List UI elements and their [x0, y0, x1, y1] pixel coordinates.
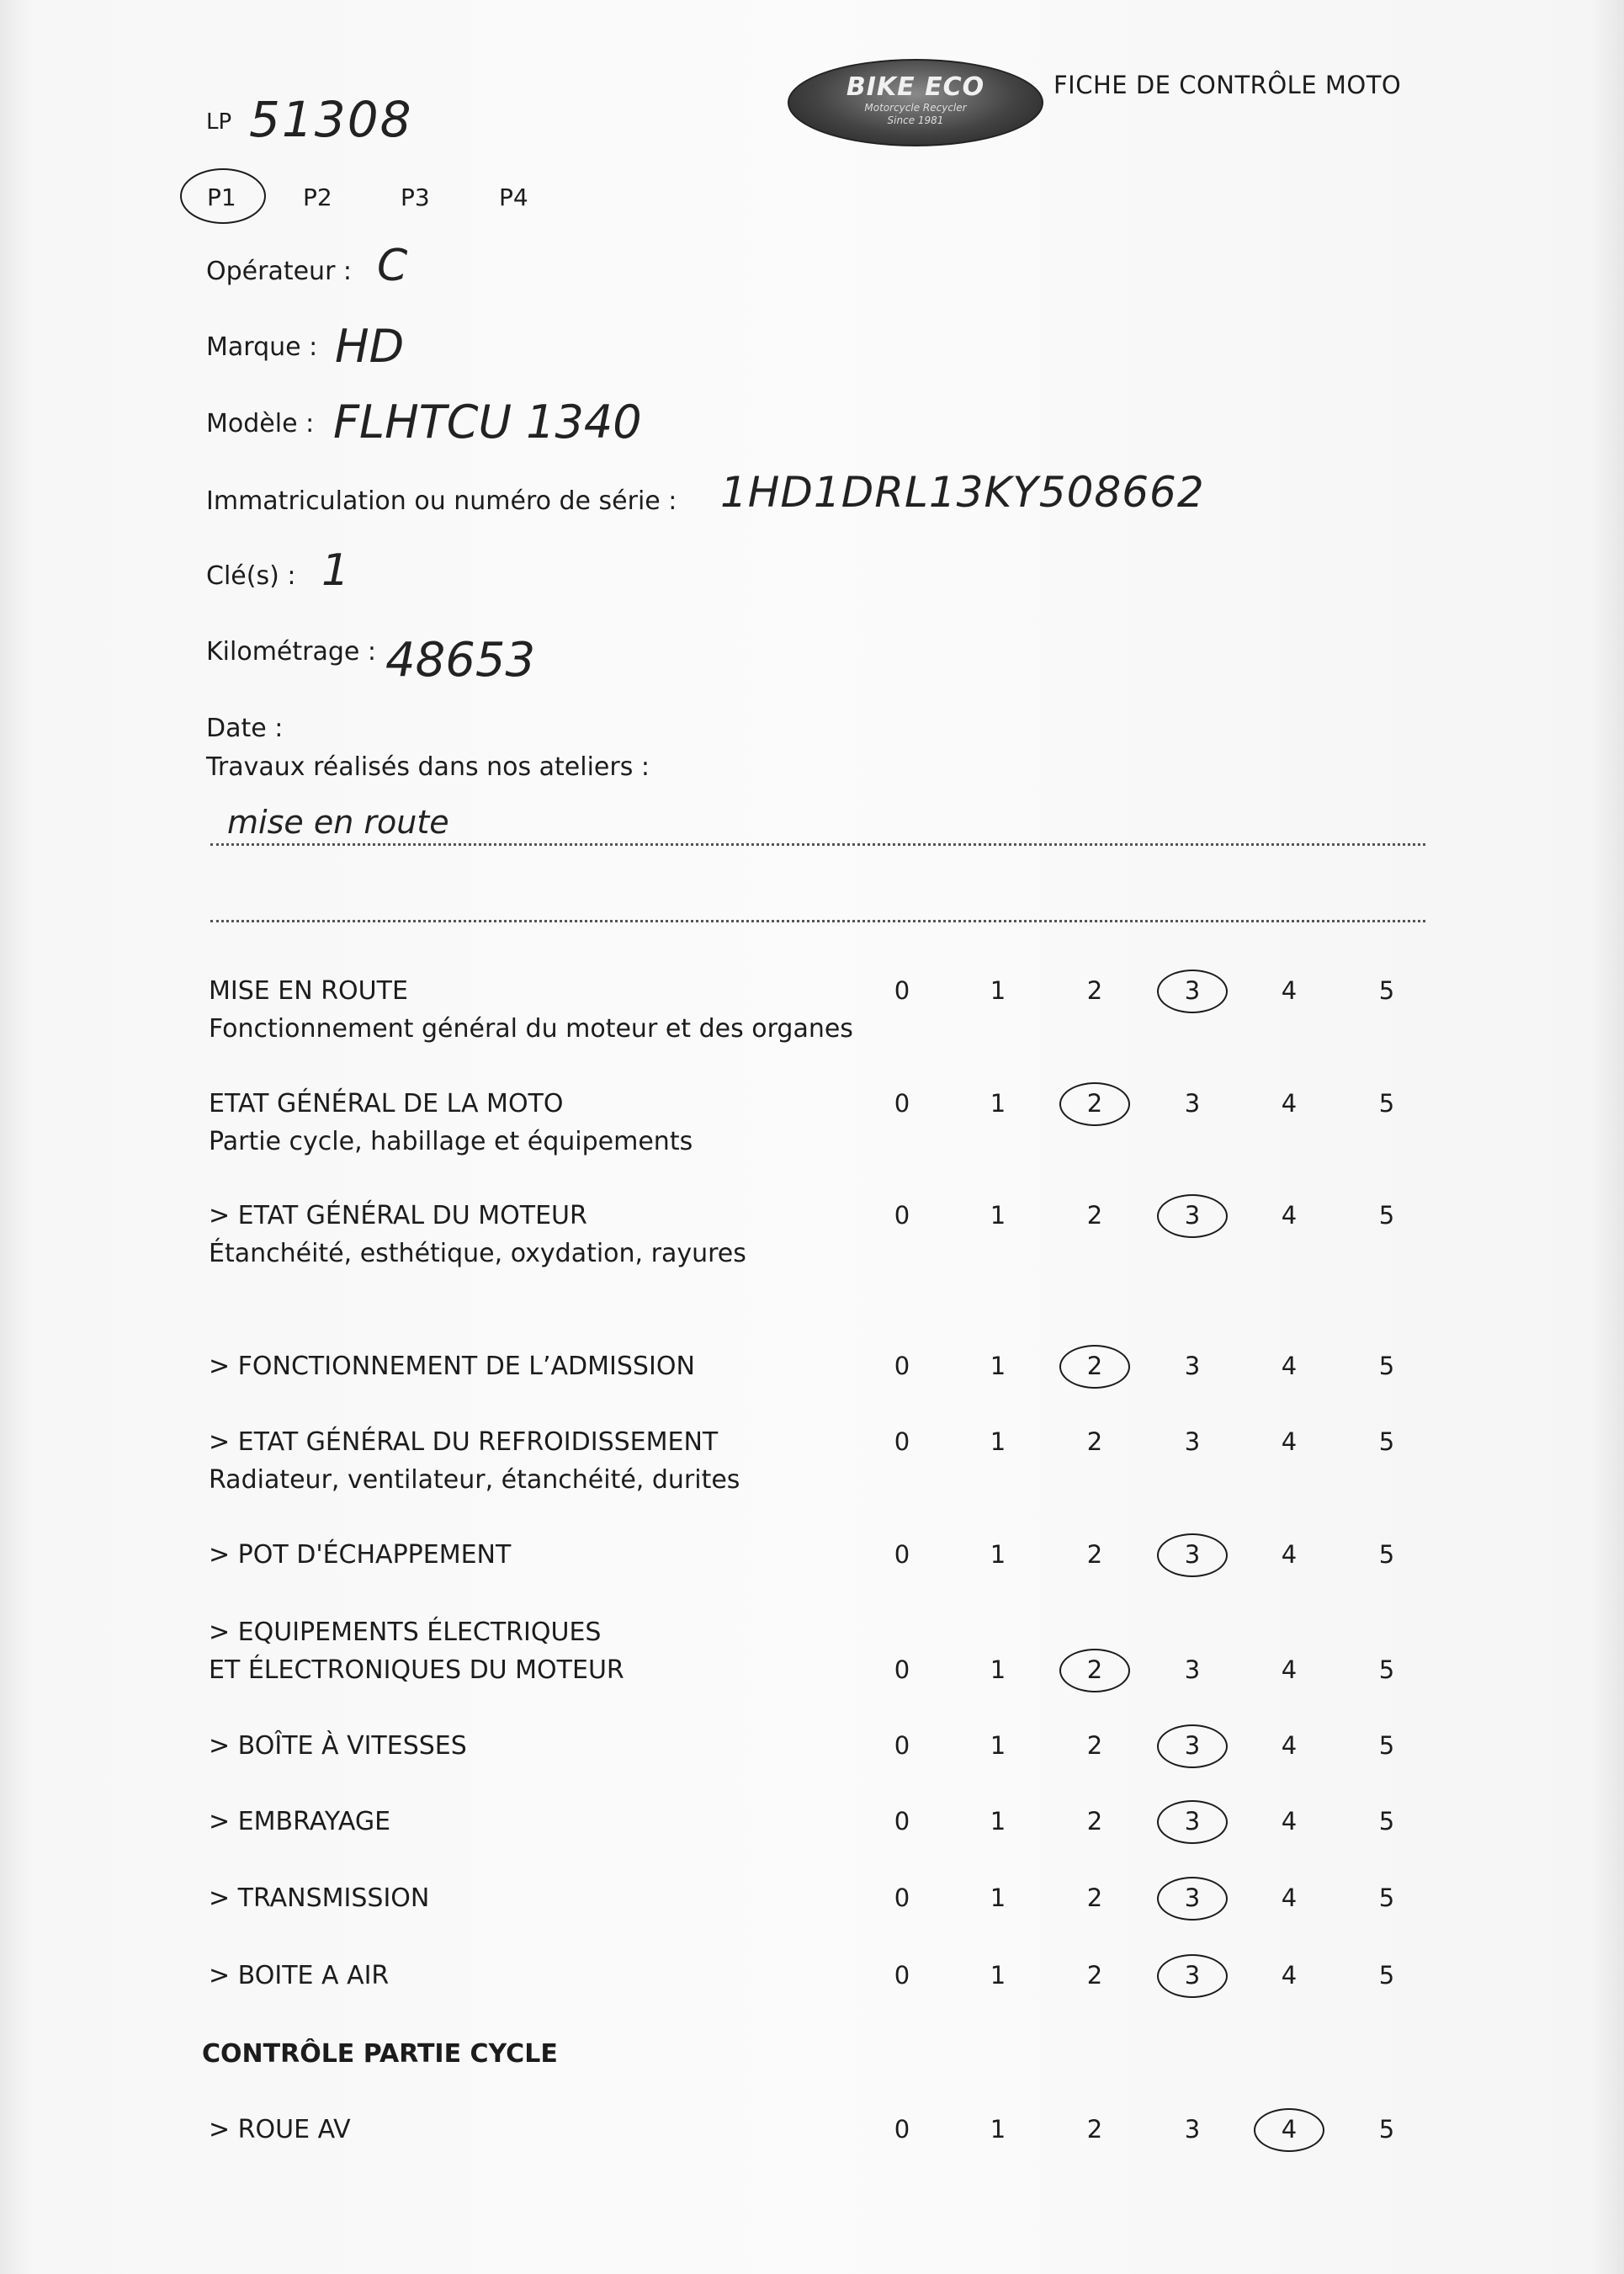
marque-label: Marque : [206, 332, 318, 362]
row-title: > EMBRAYAGE [209, 1807, 391, 1836]
score-option-3[interactable]: 3 [1176, 1807, 1209, 1836]
cles-value[interactable]: 1 [321, 545, 350, 596]
score-option-1[interactable]: 1 [990, 1883, 1006, 1912]
travaux-label: Travaux réalisés dans nos ateliers : [206, 752, 650, 782]
bike-eco-logo [788, 59, 1043, 146]
row-title: MISE EN ROUTE [209, 976, 408, 1006]
score-option-0[interactable]: 0 [894, 1427, 910, 1456]
score-option-3[interactable]: 3 [1176, 1540, 1209, 1569]
score-option-1[interactable]: 1 [990, 1540, 1006, 1569]
score-option-4[interactable]: 4 [1281, 1655, 1298, 1684]
row-title: > EQUIPEMENTS ÉLECTRIQUES [209, 1618, 602, 1647]
score-option-1[interactable]: 1 [990, 1352, 1006, 1380]
score-option-0[interactable]: 0 [894, 1961, 910, 1990]
score-option-2[interactable]: 2 [1086, 1731, 1103, 1760]
tab-p2[interactable]: P2 [303, 183, 332, 211]
score-option-4[interactable]: 4 [1281, 976, 1298, 1005]
score-option-0[interactable]: 0 [894, 1655, 910, 1684]
marque-value[interactable]: HD [335, 320, 405, 373]
lp-label: LP [206, 109, 232, 135]
modele-label: Modèle : [206, 409, 315, 438]
score-option-0[interactable]: 0 [894, 2115, 910, 2144]
row-title: > ETAT GÉNÉRAL DU MOTEUR [209, 1201, 587, 1230]
score-option-0[interactable]: 0 [894, 1731, 910, 1760]
operateur-value[interactable]: C [377, 241, 408, 291]
immat-label: Immatriculation ou numéro de série : [206, 486, 677, 516]
logo-brand: BIKE ECO [846, 72, 985, 102]
score-option-1[interactable]: 1 [990, 2115, 1006, 2144]
score-option-4[interactable]: 4 [1281, 1089, 1298, 1118]
score-option-3[interactable]: 3 [1184, 1427, 1201, 1456]
score-option-3[interactable]: 3 [1184, 1352, 1201, 1380]
row-subtitle: Étanchéité, esthétique, oxydation, rayures [209, 1239, 746, 1268]
score-option-5[interactable]: 5 [1378, 1655, 1395, 1684]
travaux-line-2 [210, 920, 1425, 922]
row-title: > TRANSMISSION [209, 1883, 430, 1913]
score-option-4[interactable]: 4 [1281, 1807, 1298, 1836]
score-option-1[interactable]: 1 [990, 1731, 1006, 1760]
row-subtitle: ET ÉLECTRONIQUES DU MOTEUR [209, 1655, 624, 1685]
score-option-4[interactable]: 4 [1281, 1883, 1298, 1912]
score-option-5[interactable]: 5 [1378, 1089, 1395, 1118]
score-option-3[interactable]: 3 [1176, 1961, 1209, 1990]
score-option-1[interactable]: 1 [990, 1655, 1006, 1684]
row-title: > BOITE A AIR [209, 1961, 390, 1990]
page-title: FICHE DE CONTRÔLE MOTO [1053, 71, 1402, 99]
score-option-2[interactable]: 2 [1086, 1540, 1103, 1569]
score-option-4[interactable]: 4 [1281, 1731, 1298, 1760]
score-option-2[interactable]: 2 [1086, 1961, 1103, 1990]
row-title: > BOÎTE À VITESSES [209, 1731, 467, 1761]
score-option-1[interactable]: 1 [990, 1201, 1006, 1230]
score-option-2[interactable]: 2 [1086, 1201, 1103, 1230]
score-option-2[interactable]: 2 [1086, 1427, 1103, 1456]
travaux-value[interactable]: mise en route [227, 804, 449, 841]
score-option-1[interactable]: 1 [990, 976, 1006, 1005]
row-subtitle: Radiateur, ventilateur, étanchéité, durites [209, 1465, 740, 1495]
score-option-1[interactable]: 1 [990, 1427, 1006, 1456]
score-option-4[interactable]: 4 [1272, 2115, 1306, 2144]
row-title: > ROUE AV [209, 2115, 351, 2144]
score-option-0[interactable]: 0 [894, 1540, 910, 1569]
score-option-3[interactable]: 3 [1176, 1201, 1209, 1230]
score-option-0[interactable]: 0 [894, 1807, 910, 1836]
score-option-5[interactable]: 5 [1378, 1807, 1395, 1836]
section-cycle-heading: CONTRÔLE PARTIE CYCLE [202, 2039, 558, 2069]
modele-value[interactable]: FLHTCU 1340 [333, 396, 642, 449]
row-title: ETAT GÉNÉRAL DE LA MOTO [209, 1089, 564, 1118]
score-option-5[interactable]: 5 [1378, 1961, 1395, 1990]
score-option-5[interactable]: 5 [1378, 1427, 1395, 1456]
km-value[interactable]: 48653 [385, 633, 536, 688]
score-option-2[interactable]: 2 [1086, 1807, 1103, 1836]
score-option-5[interactable]: 5 [1378, 1540, 1395, 1569]
score-option-2[interactable]: 2 [1086, 976, 1103, 1005]
score-option-4[interactable]: 4 [1281, 1427, 1298, 1456]
score-option-1[interactable]: 1 [990, 1807, 1006, 1836]
score-option-3[interactable]: 3 [1176, 1883, 1209, 1912]
score-option-1[interactable]: 1 [990, 1961, 1006, 1990]
score-option-1[interactable]: 1 [990, 1089, 1006, 1118]
row-title: > POT D'ÉCHAPPEMENT [209, 1540, 512, 1570]
row-title: > FONCTIONNEMENT DE L’ADMISSION [209, 1352, 695, 1381]
row-subtitle: Partie cycle, habillage et équipements [209, 1127, 693, 1156]
tab-p1[interactable]: P1 [207, 183, 236, 211]
tab-p3[interactable]: P3 [401, 183, 430, 211]
score-option-3[interactable]: 3 [1184, 1089, 1201, 1118]
score-option-5[interactable]: 5 [1378, 1201, 1395, 1230]
score-option-4[interactable]: 4 [1281, 1352, 1298, 1380]
logo-line2: Since 1981 [887, 114, 944, 126]
score-option-2[interactable]: 2 [1086, 2115, 1103, 2144]
score-option-0[interactable]: 0 [894, 1352, 910, 1380]
score-option-0[interactable]: 0 [894, 1089, 910, 1118]
score-option-2[interactable]: 2 [1078, 1352, 1112, 1380]
score-option-0[interactable]: 0 [894, 1883, 910, 1912]
score-option-5[interactable]: 5 [1378, 1352, 1395, 1380]
travaux-line-1 [210, 843, 1425, 846]
score-option-4[interactable]: 4 [1281, 1961, 1298, 1990]
score-option-5[interactable]: 5 [1378, 2115, 1395, 2144]
score-option-3[interactable]: 3 [1176, 976, 1209, 1005]
score-option-4[interactable]: 4 [1281, 1201, 1298, 1230]
km-label: Kilométrage : [206, 637, 377, 667]
score-option-2[interactable]: 2 [1078, 1655, 1112, 1684]
score-option-3[interactable]: 3 [1176, 1731, 1209, 1760]
score-option-2[interactable]: 2 [1078, 1089, 1112, 1118]
score-option-5[interactable]: 5 [1378, 976, 1395, 1005]
logo-line1: Motorcycle Recycler [864, 102, 967, 114]
row-subtitle: Fonctionnement général du moteur et des organes [209, 1014, 853, 1044]
score-option-3[interactable]: 3 [1184, 1655, 1201, 1684]
score-option-5[interactable]: 5 [1378, 1731, 1395, 1760]
score-option-0[interactable]: 0 [894, 1201, 910, 1230]
score-option-2[interactable]: 2 [1086, 1883, 1103, 1912]
operateur-label: Opérateur : [206, 257, 353, 286]
score-option-4[interactable]: 4 [1281, 1540, 1298, 1569]
immat-value[interactable]: 1HD1DRL13KY508662 [720, 468, 1205, 517]
cles-label: Clé(s) : [206, 561, 296, 591]
score-option-0[interactable]: 0 [894, 976, 910, 1005]
score-option-3[interactable]: 3 [1184, 2115, 1201, 2144]
tab-p4[interactable]: P4 [499, 183, 528, 211]
row-title: > ETAT GÉNÉRAL DU REFROIDISSEMENT [209, 1427, 719, 1457]
score-option-5[interactable]: 5 [1378, 1883, 1395, 1912]
date-label: Date : [206, 714, 284, 743]
lp-value[interactable]: 51308 [249, 91, 413, 148]
